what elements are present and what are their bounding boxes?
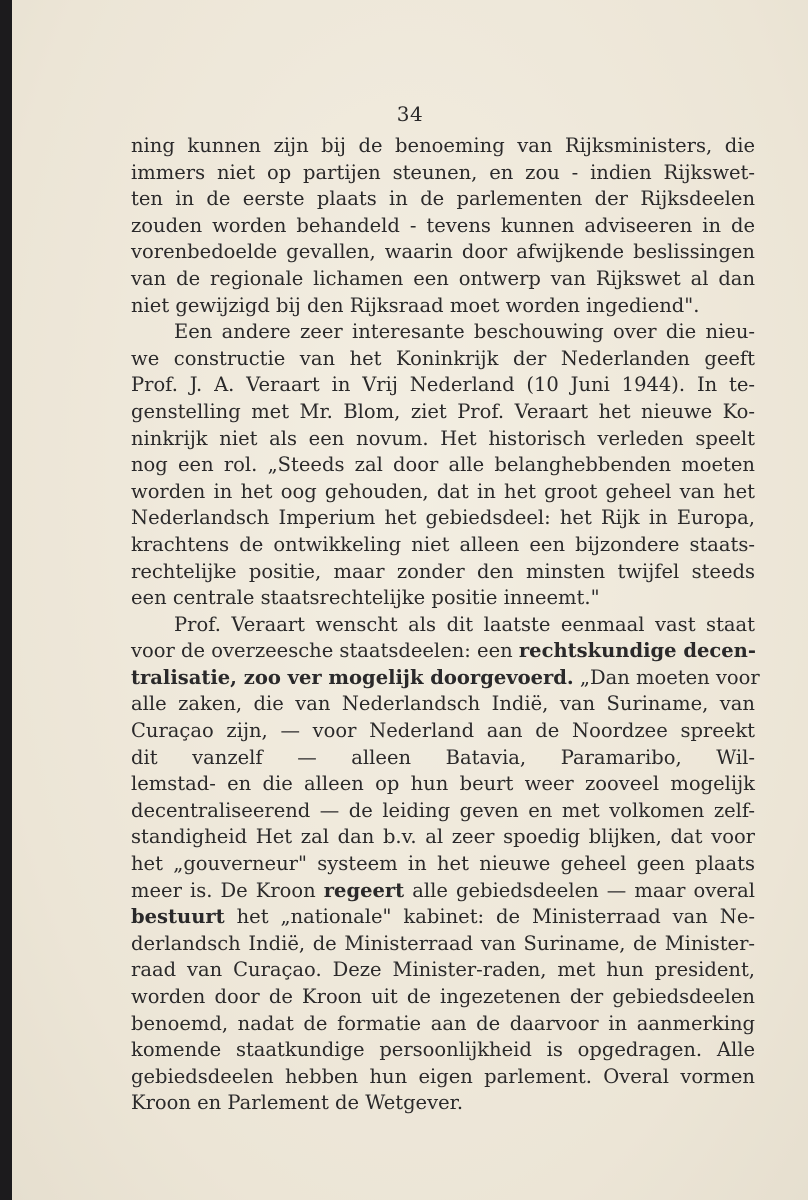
page-number: 34 <box>396 102 424 126</box>
text-line <box>131 878 755 905</box>
text-line <box>131 266 755 293</box>
text-segment: het „nationale" kabinet: de Ministerraad van Ne- <box>224 905 755 929</box>
text-line <box>131 399 755 426</box>
text-segment: raad van Curaçao. Deze Minister-raden, met hun president, <box>131 958 755 982</box>
body-text <box>131 133 760 1117</box>
text-line <box>131 160 755 187</box>
text-segment: benoemd, nadat de formatie aan de daarvoor in aanmerking <box>131 1011 755 1035</box>
text-line <box>131 1011 755 1038</box>
text-line <box>131 239 755 266</box>
text-segment: voor de overzeesche staatsdeelen: een <box>131 639 519 663</box>
text-segment: Curaçao zijn, — voor Nederland aan de Noordzee spreekt <box>131 719 755 743</box>
text-line <box>131 559 755 586</box>
text-line <box>131 532 755 559</box>
text-segment: we constructie van het Koninkrijk der Nederlanden geeft <box>131 346 755 370</box>
text-line <box>131 798 755 825</box>
text-segment: vorenbedoelde gevallen, waarin door afwijkende beslissingen <box>131 240 755 264</box>
text-segment: alle zaken, die van Nederlandsch Indië, van Suriname, van <box>131 692 755 716</box>
text-line <box>131 1037 755 1064</box>
text-segment: niet gewijzigd bij den Rijksraad moet worden ingediend". <box>131 293 700 317</box>
text-line <box>131 1064 755 1091</box>
text-segment: van de regionale lichamen een ontwerp van Rijkswet al dan <box>131 266 755 290</box>
text-line <box>131 691 755 718</box>
text-segment: Prof. Veraart wenscht als dit laatste eenmaal vast staat <box>174 612 755 636</box>
text-line <box>131 931 755 958</box>
text-segment: genstelling met Mr. Blom, ziet Prof. Veraart het nieuwe Ko- <box>131 399 755 423</box>
text-line <box>131 133 755 160</box>
text-line <box>131 851 755 878</box>
text-line <box>131 585 755 612</box>
text-segment: „Dan moeten voor <box>573 665 760 689</box>
text-segment: krachtens de ontwikkeling niet alleen een bijzondere staats- <box>131 532 755 556</box>
book-page <box>12 0 808 1200</box>
text-line <box>131 824 755 851</box>
text-line <box>131 346 755 373</box>
text-segment: derlandsch Indië, de Ministerraad van Suriname, de Minister- <box>131 931 755 955</box>
text-segment: gebiedsdeelen hebben hun eigen parlement. Overal vormen <box>131 1064 755 1088</box>
text-segment: dit vanzelf — alleen Batavia, Paramaribo, Wil- <box>131 745 755 769</box>
text-segment: een centrale staatsrechtelijke positie inneemt." <box>131 586 600 610</box>
text-line <box>131 745 755 772</box>
text-line <box>131 612 755 639</box>
text-line <box>131 186 755 213</box>
text-segment: rechtelijke positie, maar zonder den minsten twijfel steeds <box>131 559 755 583</box>
text-segment: worden in het oog gehouden, dat in het groot geheel van het <box>131 479 755 503</box>
text-segment: het „gouverneur" systeem in het nieuwe geheel geen plaats <box>131 852 755 876</box>
text-line <box>131 904 755 931</box>
text-segment: Nederlandsch Imperium het gebiedsdeel: het Rijk in Europa, <box>131 506 755 530</box>
text-line <box>131 319 755 346</box>
bold-text-segment: bestuurt <box>131 905 225 929</box>
text-line <box>131 505 755 532</box>
text-line <box>131 1090 755 1117</box>
text-segment: immers niet op partijen steunen, en zou - indien Rijkswet- <box>131 160 755 184</box>
bold-text-segment: regeert <box>323 878 405 902</box>
text-line <box>131 638 755 665</box>
text-line <box>131 718 755 745</box>
text-segment: ten in de eerste plaats in de parlementen der Rijksdeelen <box>131 187 755 211</box>
text-line <box>131 984 755 1011</box>
text-line <box>131 665 760 692</box>
text-line <box>131 771 755 798</box>
text-line <box>131 213 755 240</box>
text-segment: Prof. J. A. Veraart in Vrij Nederland (10 Juni 1944). In te- <box>131 373 755 397</box>
text-segment: worden door de Kroon uit de ingezetenen der gebiedsdeelen <box>131 985 755 1008</box>
text-segment: ning kunnen zijn bij de benoeming van Rijksministers, die <box>131 134 755 157</box>
text-line <box>131 426 755 453</box>
text-segment: zouden worden behandeld - tevens kunnen adviseeren in de <box>131 213 755 237</box>
bold-text-segment: rechtskundige decen- <box>518 639 756 663</box>
text-segment: nog een rol. „Steeds zal door alle belanghebbenden moeten <box>131 453 755 477</box>
text-line <box>131 957 755 984</box>
text-line <box>131 372 755 399</box>
bold-text-segment: tralisatie, zoo ver mogelijk doorgevoerd. <box>131 665 574 689</box>
text-segment: alle gebiedsdeelen — maar overal <box>404 878 755 902</box>
text-segment: lemstad- en die alleen op hun beurt weer zooveel mogelijk <box>131 772 755 796</box>
text-segment: decentraliseerend — de leiding geven en met volkomen zelf- <box>131 798 755 822</box>
text-segment: ninkrijk niet als een novum. Het historisch verleden speelt <box>131 426 755 450</box>
text-line <box>131 293 755 320</box>
text-segment: Kroon en Parlement de Wetgever. <box>131 1091 464 1115</box>
text-segment: meer is. De Kroon <box>131 878 324 902</box>
text-line <box>131 452 755 479</box>
text-line <box>131 479 755 506</box>
text-segment: standigheid Het zal dan b.v. al zeer spoedig blijken, dat voor <box>131 825 755 849</box>
text-segment: Een andere zeer interesante beschouwing over die nieu- <box>174 320 755 344</box>
text-segment: komende staatkundige persoonlijkheid is opgedragen. Alle <box>131 1038 755 1062</box>
